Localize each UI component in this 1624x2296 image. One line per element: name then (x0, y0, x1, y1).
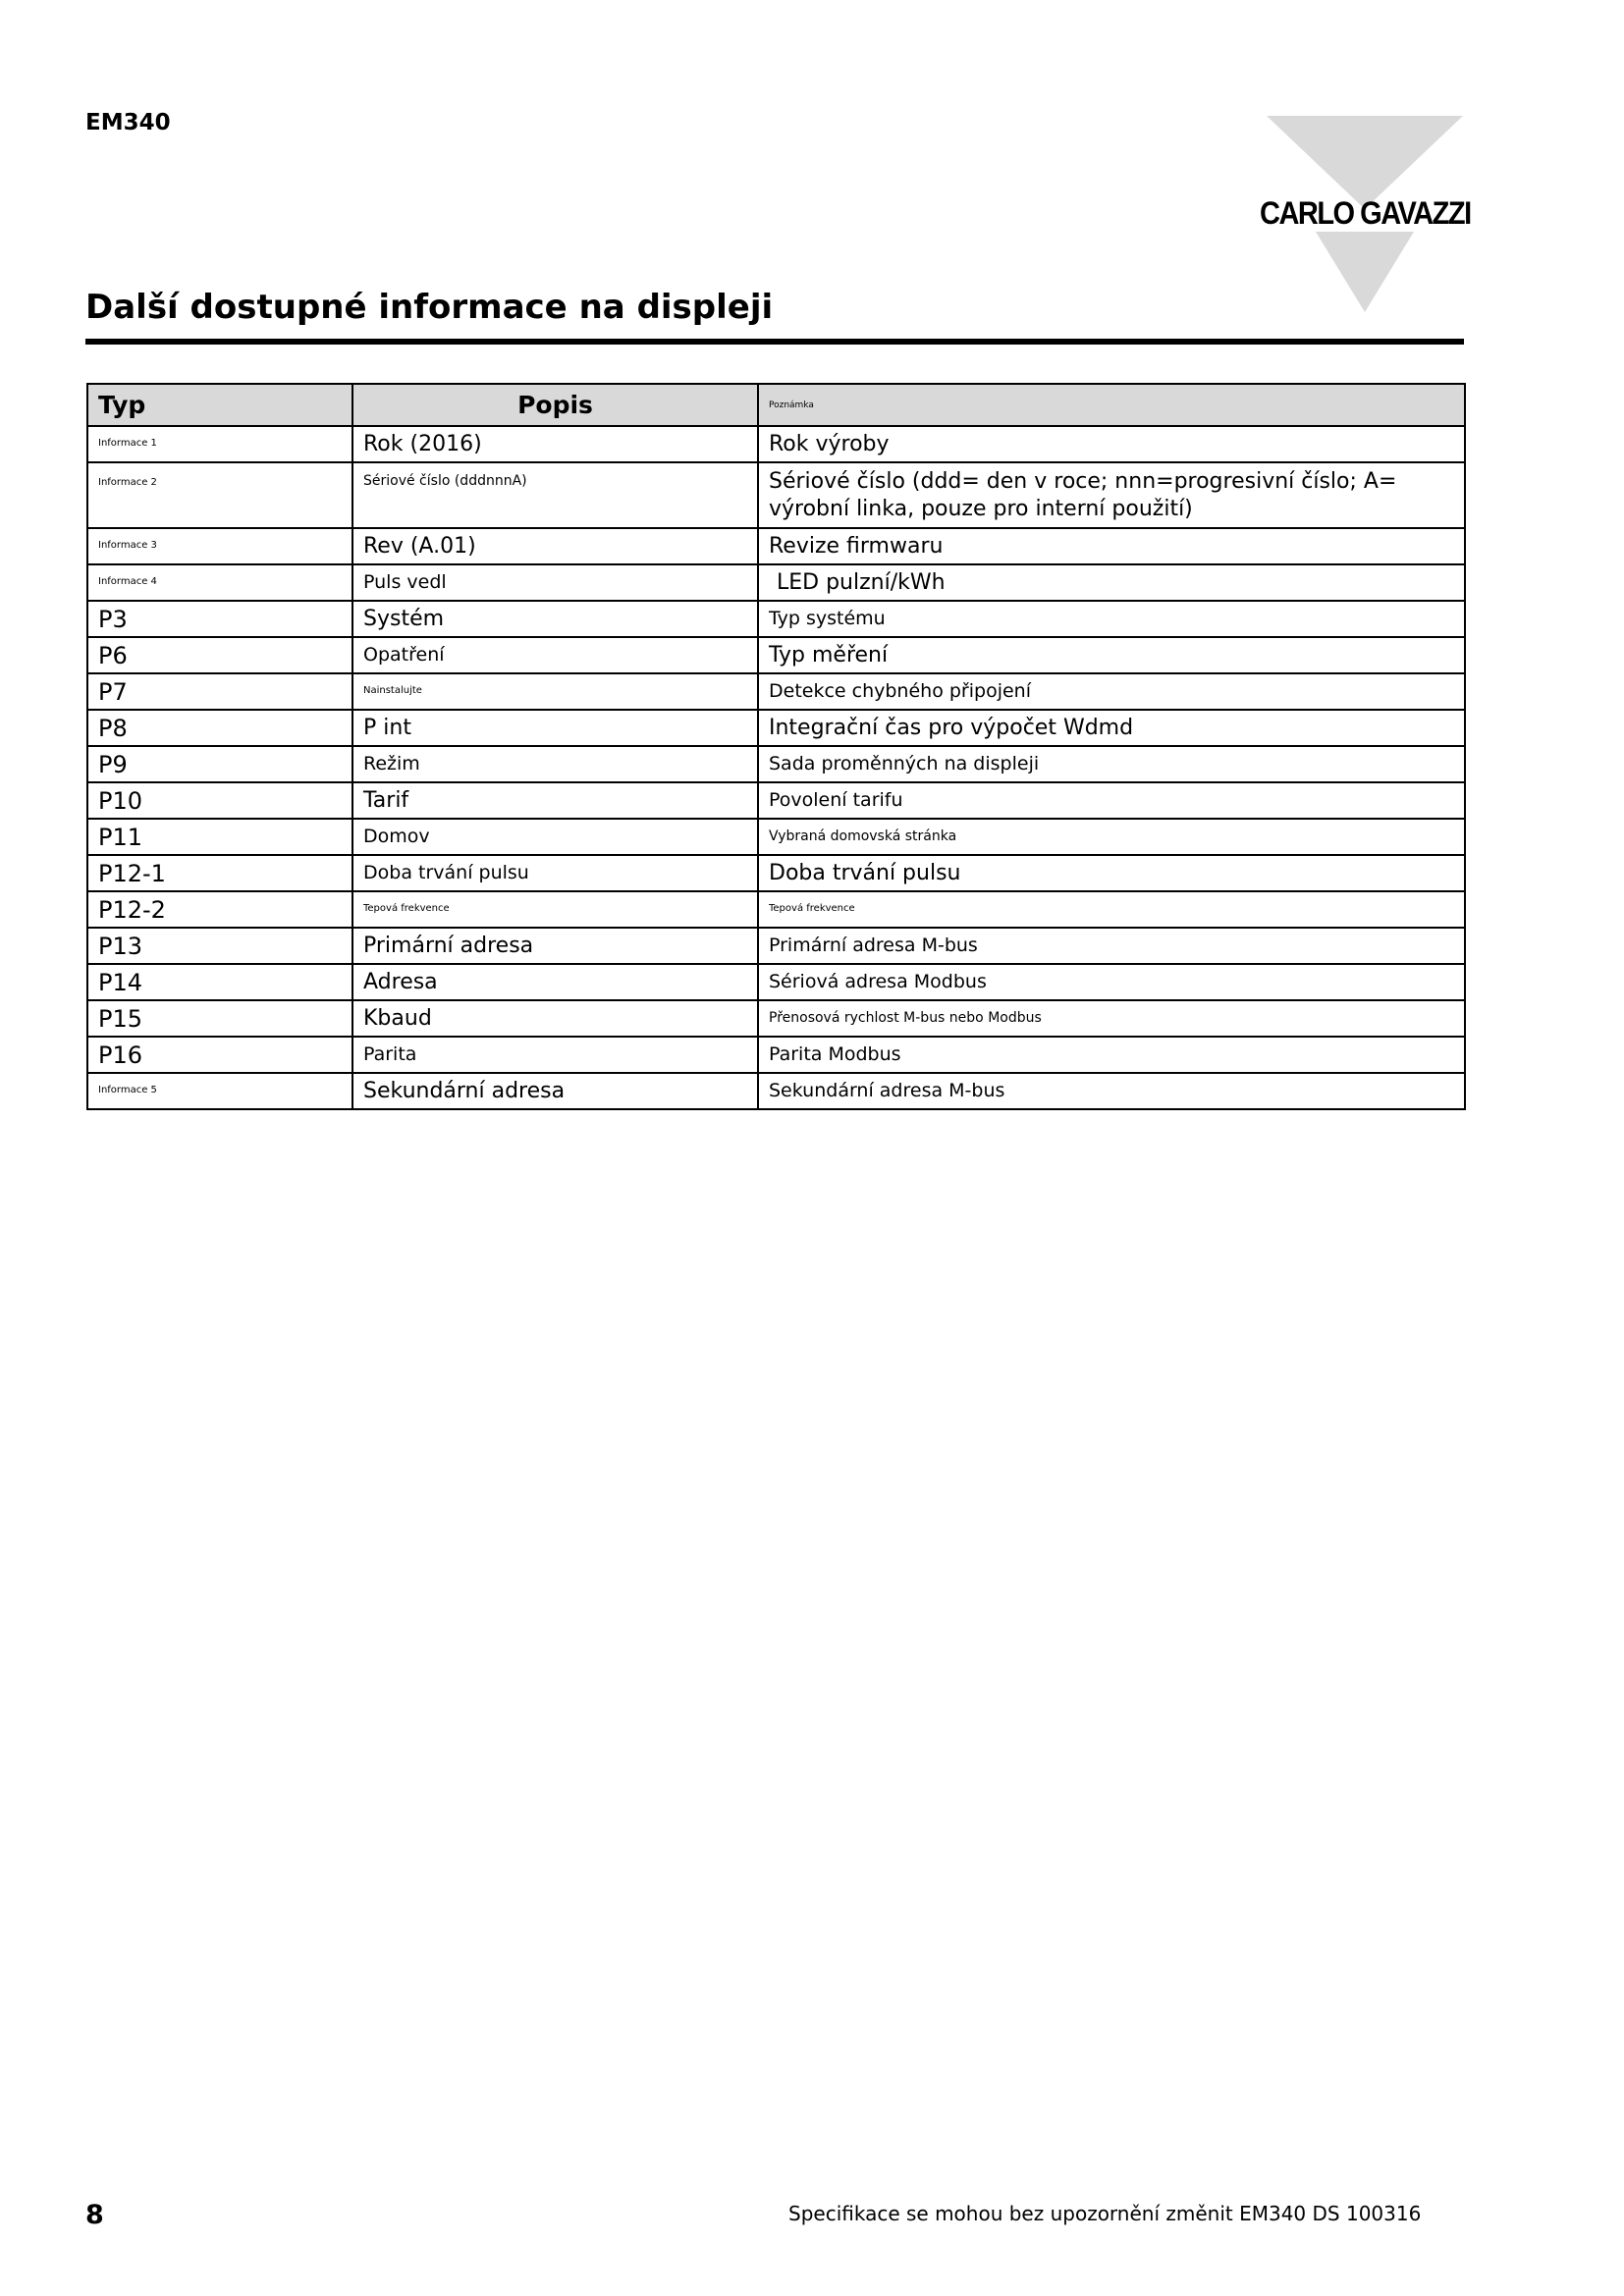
header-poznamka: Poznámka (758, 384, 1465, 426)
table-row (87, 564, 1465, 601)
cell-typ: P8 (87, 710, 352, 746)
cell-typ: Informace 2 (87, 462, 352, 528)
cell-typ: P10 (87, 782, 352, 819)
cell-popis: Sériové číslo (dddnnnA) (352, 462, 758, 528)
cell-popis: Puls vedl (352, 564, 758, 601)
cell-typ: P15 (87, 1000, 352, 1037)
cell-typ: Informace 3 (87, 528, 352, 564)
cell-popis: Domov (352, 819, 758, 855)
cell-popis: Režim (352, 746, 758, 782)
cell-popis: Parita (352, 1037, 758, 1073)
table-row (87, 528, 1465, 564)
cell-poznamka: Sériové číslo (ddd= den v roce; nnn=progresivní číslo; A= výrobní linka, pouze pro interní použití) (758, 462, 1465, 528)
table-row (87, 710, 1465, 746)
table-row (87, 462, 1465, 528)
cell-poznamka: Sekundární adresa M-bus (758, 1073, 1465, 1109)
cell-typ: P14 (87, 964, 352, 1000)
table-row (87, 819, 1465, 855)
table-row (87, 891, 1465, 928)
cell-poznamka: Detekce chybného připojení (758, 673, 1465, 710)
carlo-gavazzi-logo (1257, 116, 1473, 317)
cell-typ: Informace 1 (87, 426, 352, 462)
cell-popis: Nainstalujte (352, 673, 758, 710)
table-header-row (87, 384, 1465, 426)
header-typ: Typ (87, 384, 352, 426)
cell-typ: P6 (87, 637, 352, 673)
cell-typ: P9 (87, 746, 352, 782)
cell-popis: Primární adresa (352, 928, 758, 964)
cell-typ: P13 (87, 928, 352, 964)
cell-poznamka: Povolení tarifu (758, 782, 1465, 819)
cell-poznamka: Vybraná domovská stránka (758, 819, 1465, 855)
cell-poznamka: Sada proměnných na displeji (758, 746, 1465, 782)
cell-popis: Sekundární adresa (352, 1073, 758, 1109)
page-number: 8 (85, 2200, 104, 2230)
cell-typ: Informace 4 (87, 564, 352, 601)
cell-poznamka: Typ systému (758, 601, 1465, 637)
cell-poznamka: Parita Modbus (758, 1037, 1465, 1073)
table-row (87, 964, 1465, 1000)
table-row (87, 746, 1465, 782)
cell-poznamka: Doba trvání pulsu (758, 855, 1465, 891)
cell-popis: Systém (352, 601, 758, 637)
cell-typ: P3 (87, 601, 352, 637)
table-row (87, 426, 1465, 462)
cell-poznamka: Integrační čas pro výpočet Wdmd (758, 710, 1465, 746)
cell-poznamka: Sériová adresa Modbus (758, 964, 1465, 1000)
brand-name: CARLO GAVAZZI (1260, 196, 1471, 232)
cell-typ: Informace 5 (87, 1073, 352, 1109)
cell-poznamka: Tepová frekvence (758, 891, 1465, 928)
cell-popis: Rev (A.01) (352, 528, 758, 564)
cell-poznamka: Primární adresa M-bus (758, 928, 1465, 964)
cell-poznamka: Přenosová rychlost M-bus nebo Modbus (758, 1000, 1465, 1037)
cell-popis: P int (352, 710, 758, 746)
table-row (87, 1000, 1465, 1037)
table-row (87, 1073, 1465, 1109)
table-row (87, 673, 1465, 710)
header-popis: Popis (352, 384, 758, 426)
cell-poznamka: Rok výroby (758, 426, 1465, 462)
cell-typ: P12-2 (87, 891, 352, 928)
cell-poznamka: Typ měření (758, 637, 1465, 673)
cell-popis: Kbaud (352, 1000, 758, 1037)
cell-popis: Doba trvání pulsu (352, 855, 758, 891)
cell-poznamka: Revize firmwaru (758, 528, 1465, 564)
cell-typ: P7 (87, 673, 352, 710)
document-code: EM340 (85, 110, 171, 135)
title-divider (85, 339, 1464, 345)
cell-popis: Rok (2016) (352, 426, 758, 462)
cell-typ: P11 (87, 819, 352, 855)
display-info-table (86, 383, 1466, 1110)
cell-typ: P12-1 (87, 855, 352, 891)
table-row (87, 928, 1465, 964)
table-row (87, 782, 1465, 819)
cell-popis: Tarif (352, 782, 758, 819)
table-row (87, 601, 1465, 637)
cell-popis: Tepová frekvence (352, 891, 758, 928)
table-row (87, 855, 1465, 891)
cell-poznamka: LED pulzní/kWh (758, 564, 1465, 601)
footer-disclaimer: Specifikace se mohou bez upozornění změnit EM340 DS 100316 (788, 2202, 1422, 2225)
cell-popis: Adresa (352, 964, 758, 1000)
table-row (87, 1037, 1465, 1073)
cell-popis: Opatření (352, 637, 758, 673)
cell-typ: P16 (87, 1037, 352, 1073)
page-title: Další dostupné informace na displeji (85, 288, 774, 327)
table-row (87, 637, 1465, 673)
